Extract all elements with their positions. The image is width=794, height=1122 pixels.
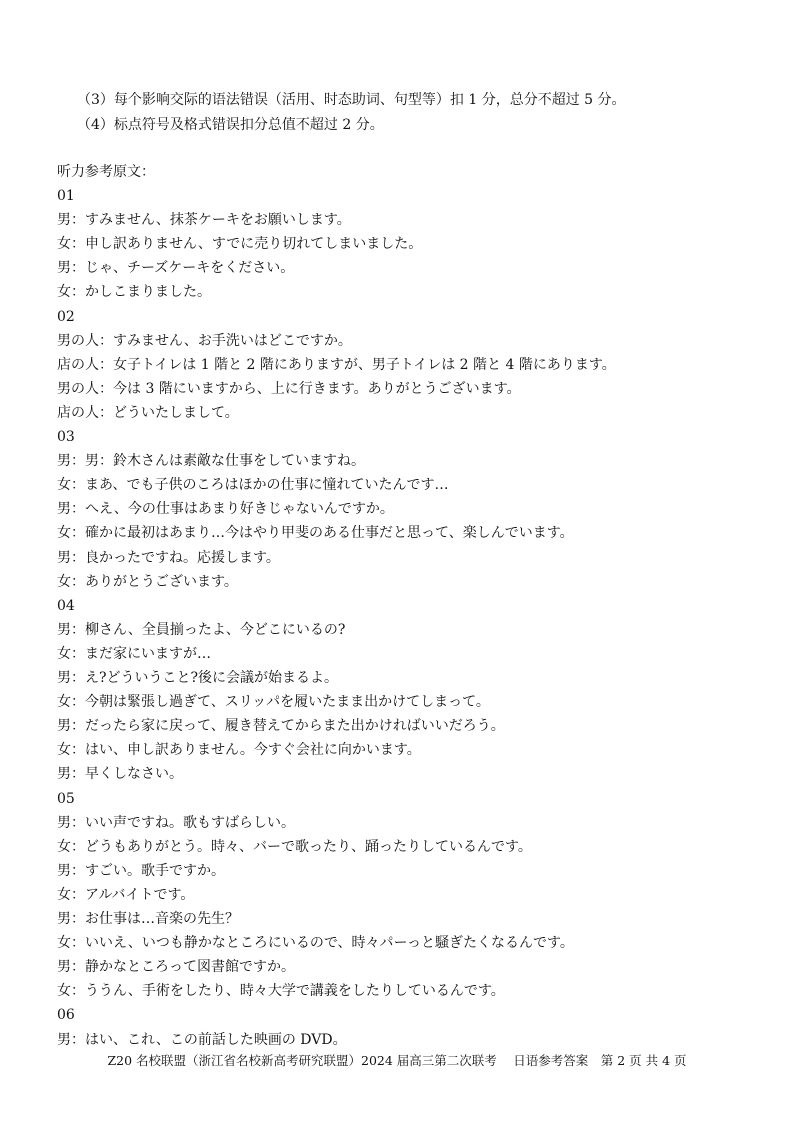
dialogue-line: 男：早くしなさい。 [57, 766, 183, 783]
dialogue-line: 女：まだ家にいますが… [57, 645, 211, 662]
dialogue-number: 06 [57, 1007, 75, 1024]
dialogue-line: 女：いいえ、いつも静かなところにいるので、時々パーっと騒ぎたくなるんです。 [57, 935, 574, 952]
dialogue-line: 女：ううん、手術をしたり、時々大学で講義をしたりしているんです。 [57, 983, 505, 1000]
dialogue-line: 女：まあ、でも子供のころはほかの仕事に憧れていたんです… [57, 477, 449, 494]
dialogue-line: 男：男：鈴木さんは素敵な仕事をしていますね。 [57, 453, 365, 470]
dialogue-number: 03 [57, 429, 75, 445]
dialogue-line: 男：柳さん、全員揃ったよ、今どこにいるの? [57, 621, 346, 638]
dialogue-number: 04 [57, 597, 75, 614]
dialogue-line: 女：どうもありがとう。時々、バーで歌ったり、踊ったりしているんです。 [57, 838, 532, 855]
dialogue-line: 男の人：今は 3 階にいますから、上に行きます。ありがとうございます。 [57, 380, 521, 397]
dialogue-line: 男：すごい。歌手ですか。 [57, 862, 225, 879]
dialogue-line: 店の人：女子トイレは 1 階と 2 階にありますが、男子トイレは 2 階と 4 階にあります。 [57, 356, 616, 373]
dialogue-line: 男：すみません、抹茶ケーキをお願いします。 [57, 212, 351, 229]
dialogue-line: 男：良かったですね。応援します。 [57, 549, 280, 566]
dialogue-line: 男：はい、これ、この前話した映画の DVD。 [57, 1031, 347, 1048]
dialogue-line: 男：え?どういうこと?後に会議が始まるよ。 [57, 670, 339, 686]
dialogue-line: 女：申し訳ありません、すでに売り切れてしまいました。 [57, 236, 423, 253]
dialogue-line: 男：じゃ、チーズケーキをください。 [57, 260, 295, 277]
scoring-rule-4: （4）标点符号及格式错误扣分总值不超过 2 分。 [77, 117, 384, 133]
dialogue-line: 男：お仕事は…音楽の先生？ [57, 911, 239, 927]
dialogue-line: 女：今朝は緊張し過ぎて、スリッパを履いたまま出かけてしまって。 [57, 694, 490, 711]
dialogue-number: 01 [57, 188, 75, 204]
dialogue-line: 女：はい、申し訳ありません。今すぐ会社に向かいます。 [57, 742, 421, 759]
dialogue-line: 女：かしこまりました。 [57, 284, 211, 301]
dialogue-line: 女：確かに最初はあまり…今はやり甲斐のある仕事だと思って、楽しんでいます。 [57, 525, 574, 542]
dialogue-line: 男の人：すみません、お手洗いはどこですか。 [57, 332, 352, 349]
dialogue-line: 女：アルバイトです。 [57, 886, 195, 903]
section-title: 听力参考原文： [57, 164, 155, 180]
dialogue-line: 男：だったら家に戻って、履き替えてからまた出かければいいだろう。 [57, 718, 505, 735]
page-footer: Z20 名校联盟（浙江省名校新高考研究联盟）2024 届高三第二次联考 日语参考答案 第 2 页 共 4 页 [107, 1053, 687, 1068]
dialogue-line: 女：ありがとうございます。 [57, 573, 238, 590]
dialogue-number: 02 [57, 308, 75, 325]
dialogue-number: 05 [57, 790, 75, 807]
dialogue-line: 店の人：どういたしまして。 [57, 404, 239, 421]
scoring-rule-3: （3）每个影响交际的语法错误（活用、时态助词、句型等）扣 1 分，总分不超过 5 分。 [77, 92, 626, 108]
dialogue-line: 男：いい声ですね。歌もすばらしい。 [57, 814, 295, 831]
dialogue-line: 男：静かなところって図書館ですか。 [57, 959, 295, 976]
dialogue-line: 男：へえ、今の仕事はあまり好きじゃないんですか。 [57, 501, 394, 518]
